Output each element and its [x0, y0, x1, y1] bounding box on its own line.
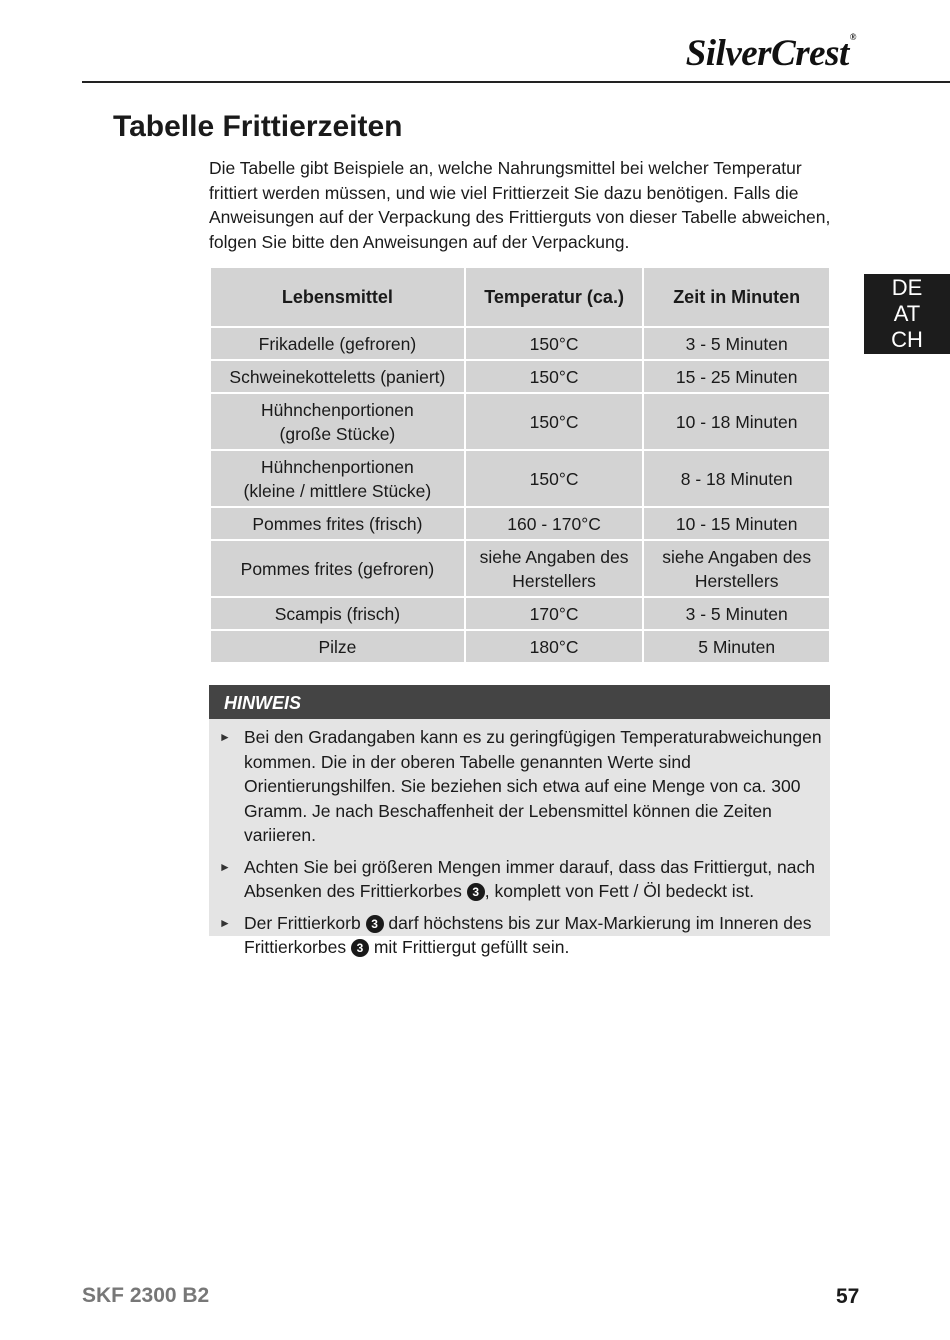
- lang-ch: CH: [891, 327, 923, 352]
- time-cell: 3 - 5 Minuten: [644, 598, 829, 629]
- triangle-bullet-icon: ►: [219, 915, 231, 930]
- food-cell: Frikadelle (gefroren): [211, 328, 464, 359]
- registered-mark: ®: [849, 32, 856, 42]
- part-reference-badge: 3: [467, 883, 485, 901]
- temperature-cell: 170°C: [466, 598, 643, 629]
- note-item: ► Bei den Gradangaben kann es zu geringfügigen Temperaturabweichungen kommen. Die in der oberen Tabelle genannten Werte sind Orientierungshilfen. Sie beziehen sich etwa auf eine Menge von ca. 300 Gramm. Je nach Beschaffenheit der Lebensmittel können die Zeiten variieren.: [219, 727, 822, 845]
- note-box: [209, 685, 830, 957]
- food-cell: Scampis (frisch): [211, 598, 464, 629]
- table-header-row: [211, 268, 829, 326]
- time-cell: 8 - 18 Minuten: [644, 451, 829, 506]
- model-number: SKF 2300 B2: [82, 1284, 210, 1307]
- note-item: ► Der Frittierkorb 3 darf höchstens bis zur Max-Markierung im Inneren des Frittierkorbes 3 mit Frittiergut gefüllt sein.: [219, 912, 812, 957]
- food-cell: Schweinekotteletts (paniert): [211, 361, 464, 392]
- temperature-cell: 150°C: [466, 451, 643, 506]
- silvercrest-logo: [686, 32, 856, 75]
- note-list: [209, 719, 830, 960]
- language-tab: [864, 274, 950, 354]
- table-row: [211, 508, 829, 539]
- temperature-cell: 150°C: [466, 328, 643, 359]
- note-heading: HINWEIS: [209, 685, 830, 719]
- time-cell: 10 - 15 Minuten: [644, 508, 829, 539]
- food-cell: Pommes frites (frisch): [211, 508, 464, 539]
- temperature-cell: 160 - 170°C: [466, 508, 643, 539]
- part-reference-badge: 3: [351, 939, 369, 957]
- time-cell: 15 - 25 Minuten: [644, 361, 829, 392]
- time-cell: 5 Minuten: [644, 631, 829, 662]
- triangle-bullet-icon: ►: [219, 730, 231, 744]
- food-cell: Pilze: [211, 631, 464, 662]
- food-cell: Pommes frites (gefroren): [211, 541, 464, 596]
- header-time: Zeit in Minuten: [644, 268, 829, 326]
- time-cell: 10 - 18 Minuten: [644, 394, 829, 449]
- temperature-cell: siehe Angaben des Herstellers: [466, 541, 643, 596]
- frying-times-table: [209, 266, 831, 664]
- part-reference-badge: 3: [366, 915, 384, 933]
- table-body: [211, 328, 829, 662]
- time-cell: 3 - 5 Minuten: [644, 328, 829, 359]
- header-temperature: Temperatur (ca.): [466, 268, 643, 326]
- time-cell: siehe Angaben des Herstellers: [644, 541, 829, 596]
- triangle-bullet-icon: ►: [219, 859, 231, 874]
- table-row: [211, 328, 829, 359]
- table-row: [211, 361, 829, 392]
- food-cell: Hühnchenportionen (große Stücke): [211, 394, 464, 449]
- lang-de: DE: [891, 275, 923, 300]
- header-food: Lebensmittel: [211, 268, 464, 326]
- lang-at: AT: [893, 301, 921, 326]
- temperature-cell: 180°C: [466, 631, 643, 662]
- logo-text: SilverCrest: [685, 33, 849, 74]
- note-item: ► Achten Sie bei größeren Mengen immer darauf, dass das Frittiergut, nach Absenken des Frittierkorbes 3 , komplett von Fett / Öl bedeckt ist.: [219, 856, 815, 901]
- page-number: 57: [836, 1285, 860, 1308]
- food-cell: Hühnchenportionen (kleine / mittlere Stücke): [211, 451, 464, 506]
- temperature-cell: 150°C: [466, 394, 643, 449]
- table-row: [211, 541, 829, 596]
- table-row: [211, 394, 829, 449]
- table-row: [211, 631, 829, 662]
- page-title: Tabelle Frittierzeiten: [113, 110, 403, 143]
- header-divider: [82, 81, 950, 83]
- temperature-cell: 150°C: [466, 361, 643, 392]
- table-row: [211, 598, 829, 629]
- table-row: [211, 451, 829, 506]
- intro-paragraph: Die Tabelle gibt Beispiele an, welche Nahrungsmittel bei welcher Temperatur frittiert werden müssen, und wie viel Frittierzeit Sie dazu benötigen. Falls die Anweisungen auf der Verpackung des Frittierguts von dieser Tabelle abweichen, folgen Sie bitte den Anweisungen auf der Verpackung.: [209, 158, 831, 252]
